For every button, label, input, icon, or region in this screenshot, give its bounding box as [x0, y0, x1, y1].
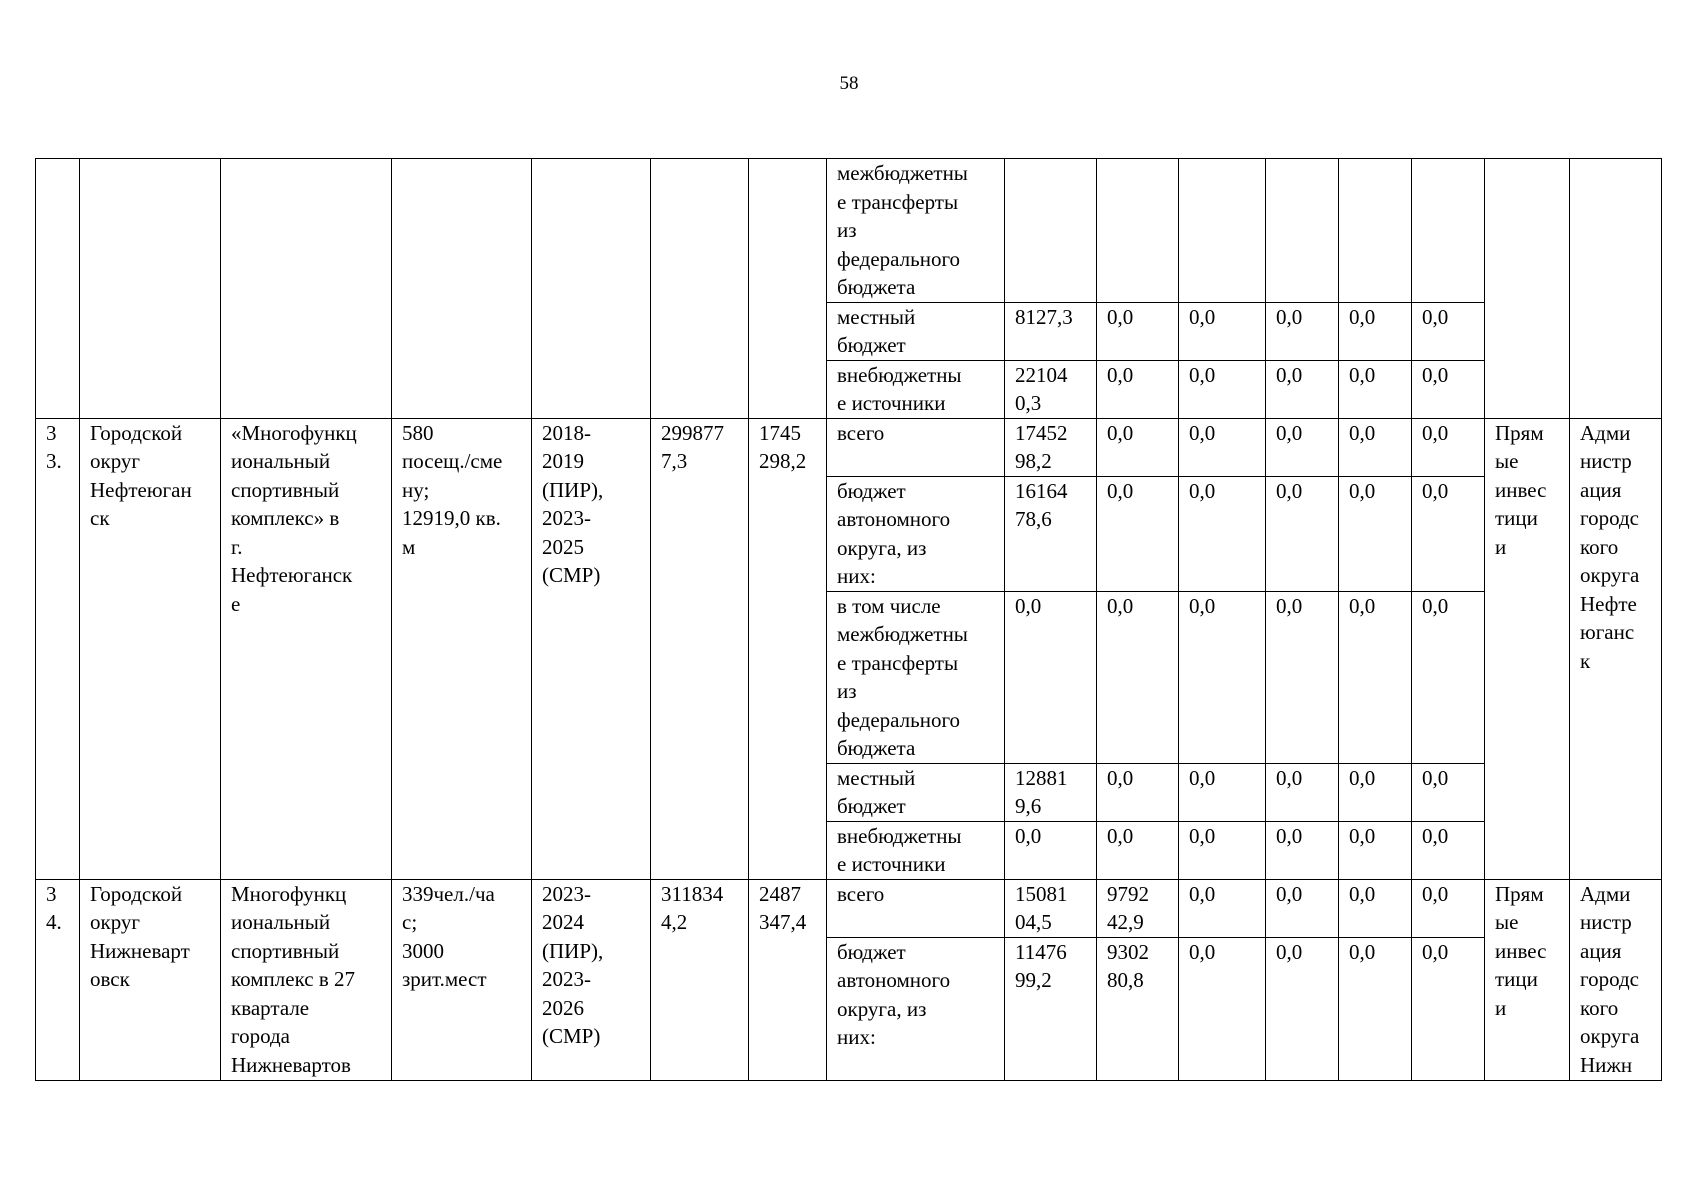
- cell-source-name: бюджет автономного округа, из них:: [827, 476, 1005, 591]
- cell-source-name: бюджет автономного округа, из них:: [827, 937, 1005, 1080]
- cell-value: 0,0: [1005, 821, 1097, 879]
- cell-value: 0,0: [1097, 763, 1179, 821]
- cell-value: 0,0: [1412, 302, 1485, 360]
- cell-capacity: [392, 159, 532, 419]
- cell-value: 0,0: [1339, 591, 1412, 763]
- cell-value: 0,0: [1179, 937, 1266, 1080]
- cell-value: 0,0: [1266, 821, 1339, 879]
- cell-mechanism: Прям ые инвес тици и: [1485, 879, 1570, 1080]
- cell-customer: [1570, 159, 1662, 419]
- cell-source-name: внебюджетны е источники: [827, 360, 1005, 418]
- cell-object: «Многофункц иональный спортивный комплекс» в г. Нефтеюганск е: [221, 418, 392, 879]
- cell-value: 0,0: [1339, 302, 1412, 360]
- table-row: [36, 418, 1662, 476]
- cell-source-name: местный бюджет: [827, 302, 1005, 360]
- cell-source-name: всего: [827, 879, 1005, 937]
- table-row: [36, 879, 1662, 937]
- cell-value: 17452 98,2: [1005, 418, 1097, 476]
- cell-value: 0,0: [1179, 476, 1266, 591]
- cell-capacity: 339чел./ча с; 3000 зрит.мест: [392, 879, 532, 1080]
- cell-source-name: внебюджетны е источники: [827, 821, 1005, 879]
- cell-value: 0,0: [1339, 763, 1412, 821]
- cell-value: 0,0: [1339, 879, 1412, 937]
- cell-value: 0,0: [1266, 879, 1339, 937]
- cell-value: 0,0: [1339, 418, 1412, 476]
- cell-num: 3 4.: [36, 879, 80, 1080]
- cell-value: 0,0: [1339, 821, 1412, 879]
- cell-source-name: межбюджетны е трансферты из федерального бюджета: [827, 159, 1005, 303]
- cell-remaining: 1745 298,2: [749, 418, 827, 879]
- cell-value: 0,0: [1266, 302, 1339, 360]
- cell-value: 0,0: [1412, 360, 1485, 418]
- cell-source-name: всего: [827, 418, 1005, 476]
- cell-value: 0,0: [1097, 591, 1179, 763]
- cell-value: 0,0: [1266, 360, 1339, 418]
- cell-value: 0,0: [1179, 879, 1266, 937]
- cell-value: 11476 99,2: [1005, 937, 1097, 1080]
- cell-value: 0,0: [1005, 591, 1097, 763]
- table-row: [36, 159, 1662, 303]
- cell-value: 0,0: [1179, 821, 1266, 879]
- cell-value: [1266, 159, 1339, 303]
- cell-value: 0,0: [1339, 937, 1412, 1080]
- cell-value: 12881 9,6: [1005, 763, 1097, 821]
- cell-value: 0,0: [1266, 418, 1339, 476]
- cell-municipality: Городской округ Нижневарт овск: [80, 879, 221, 1080]
- cell-value: 9302 80,8: [1097, 937, 1179, 1080]
- cell-source-name: в том числе межбюджетны е трансферты из федерального бюджета: [827, 591, 1005, 763]
- cell-value: [1005, 159, 1097, 303]
- cell-cost: [651, 159, 749, 419]
- cell-source-name: местный бюджет: [827, 763, 1005, 821]
- cell-value: 0,0: [1179, 418, 1266, 476]
- cell-value: 0,0: [1412, 476, 1485, 591]
- cell-value: 22104 0,3: [1005, 360, 1097, 418]
- investment-table: [35, 158, 1662, 1081]
- cell-value: 0,0: [1179, 360, 1266, 418]
- cell-period: 2018- 2019 (ПИР), 2023- 2025 (СМР): [532, 418, 651, 879]
- cell-value: 0,0: [1412, 763, 1485, 821]
- cell-customer: Адми нистр ация городс кого округа Нижн: [1570, 879, 1662, 1080]
- cell-mechanism: [1485, 159, 1570, 419]
- cell-value: 0,0: [1412, 821, 1485, 879]
- cell-cost: 299877 7,3: [651, 418, 749, 879]
- cell-municipality: [80, 159, 221, 419]
- cell-value: [1412, 159, 1485, 303]
- cell-num: [36, 159, 80, 419]
- cell-value: 0,0: [1339, 476, 1412, 591]
- cell-value: 0,0: [1266, 763, 1339, 821]
- cell-value: [1179, 159, 1266, 303]
- cell-capacity: 580 посещ./сме ну; 12919,0 кв. м: [392, 418, 532, 879]
- cell-cost: 311834 4,2: [651, 879, 749, 1080]
- cell-remaining: 2487 347,4: [749, 879, 827, 1080]
- cell-value: 15081 04,5: [1005, 879, 1097, 937]
- page-number: 58: [839, 73, 859, 94]
- cell-value: 0,0: [1339, 360, 1412, 418]
- cell-value: 0,0: [1412, 418, 1485, 476]
- cell-value: 0,0: [1179, 302, 1266, 360]
- cell-municipality: Городской округ Нефтеюган ск: [80, 418, 221, 879]
- cell-value: 0,0: [1097, 360, 1179, 418]
- cell-mechanism: Прям ые инвес тици и: [1485, 418, 1570, 879]
- cell-value: 0,0: [1097, 302, 1179, 360]
- cell-value: 0,0: [1412, 937, 1485, 1080]
- cell-value: 0,0: [1266, 591, 1339, 763]
- cell-value: [1339, 159, 1412, 303]
- cell-value: 0,0: [1097, 476, 1179, 591]
- cell-remaining: [749, 159, 827, 419]
- cell-value: 8127,3: [1005, 302, 1097, 360]
- cell-value: 9792 42,9: [1097, 879, 1179, 937]
- cell-value: [1097, 159, 1179, 303]
- cell-customer: Адми нистр ация городс кого округа Нефте юганс к: [1570, 418, 1662, 879]
- cell-num: 3 3.: [36, 418, 80, 879]
- cell-value: 0,0: [1412, 879, 1485, 937]
- cell-value: 0,0: [1412, 591, 1485, 763]
- cell-value: 0,0: [1097, 821, 1179, 879]
- cell-value: 0,0: [1179, 591, 1266, 763]
- cell-period: [532, 159, 651, 419]
- cell-object: Многофункц иональный спортивный комплекс в 27 квартале города Нижневартов: [221, 879, 392, 1080]
- cell-value: 0,0: [1266, 937, 1339, 1080]
- cell-value: 16164 78,6: [1005, 476, 1097, 591]
- cell-object: [221, 159, 392, 419]
- cell-value: 0,0: [1266, 476, 1339, 591]
- cell-value: 0,0: [1179, 763, 1266, 821]
- cell-period: 2023- 2024 (ПИР), 2023- 2026 (СМР): [532, 879, 651, 1080]
- cell-value: 0,0: [1097, 418, 1179, 476]
